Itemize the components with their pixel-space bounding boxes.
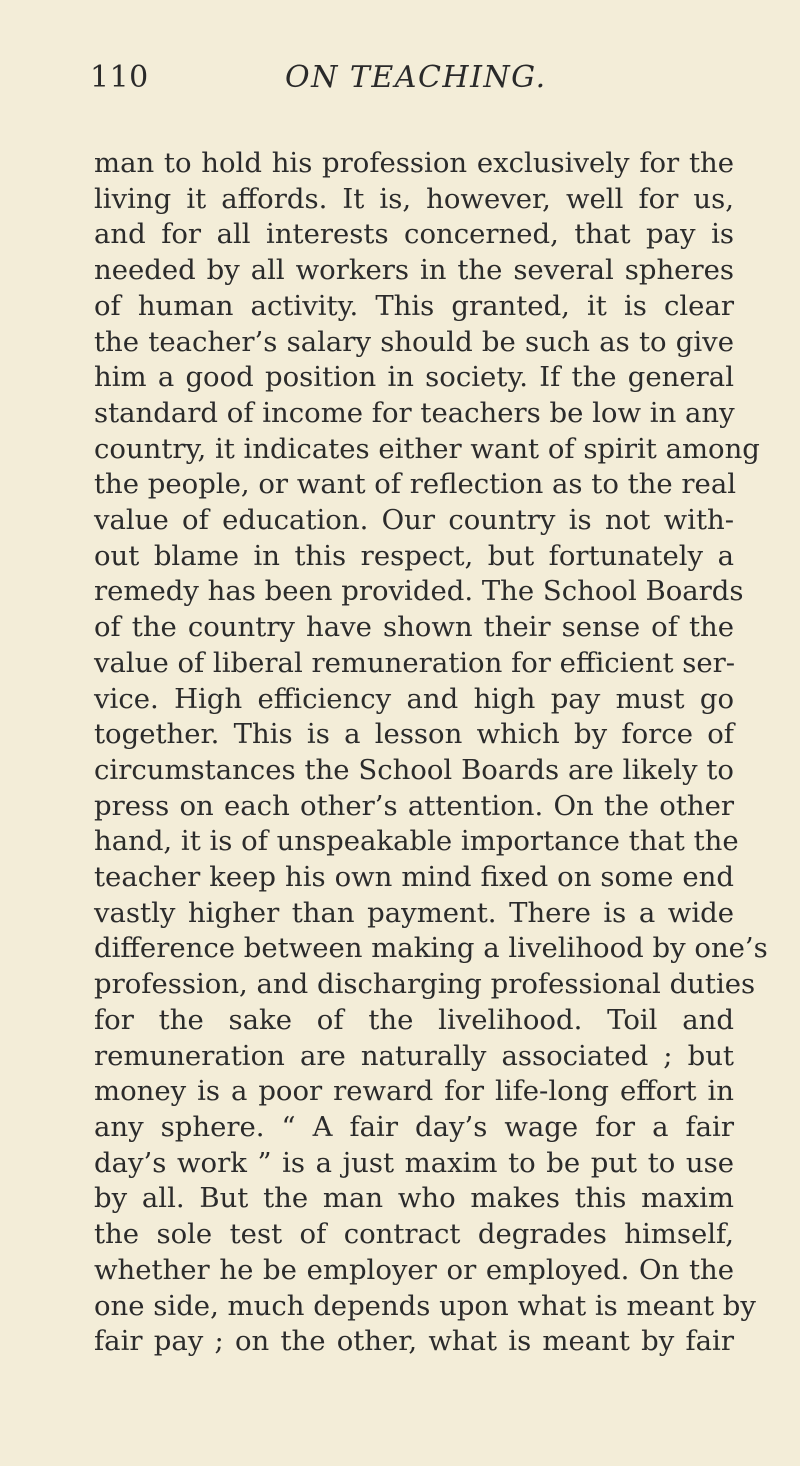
text-line: whether he be employer or employed. On the	[94, 1253, 734, 1286]
text-line: vice. High efficiency and high pay must go	[94, 682, 734, 715]
text-line: the people, or want of reflection as to the real	[94, 468, 737, 501]
text-line: remuneration are naturally associated ; but	[94, 1039, 734, 1072]
page-number: 110	[90, 60, 149, 95]
text-line: teacher keep his own mind fixed on some end	[94, 861, 734, 894]
text-line: by all. But the man who makes this maxim	[94, 1182, 734, 1215]
text-line: of the country have shown their sense of the	[94, 611, 734, 644]
text-line: the teacher’s salary should be such as to give	[94, 325, 734, 358]
running-title: ON TEACHING.	[285, 60, 547, 95]
text-line: remedy has been provided. The School Boards	[94, 575, 744, 608]
text-line: profession, and discharging professional duties	[94, 968, 756, 1001]
text-line: the sole test of contract degrades himself,	[94, 1218, 734, 1251]
text-line: of human activity. This granted, it is clear	[94, 289, 734, 322]
text-line: for the sake of the livelihood. Toil and	[94, 1003, 734, 1036]
text-line: country, it indicates either want of spirit among	[94, 432, 760, 465]
running-head	[90, 60, 730, 120]
text-line: value of education. Our country is not with-	[94, 504, 734, 537]
text-line: together. This is a lesson which by force of	[94, 718, 734, 751]
body-text	[94, 146, 768, 1360]
text-line: press on each other’s attention. On the other	[94, 789, 734, 822]
text-line: man to hold his profession exclusively for the	[94, 147, 734, 179]
text-line: any sphere. “ A fair day’s wage for a fair	[94, 1110, 734, 1143]
text-line: hand, it is of unspeakable importance that the	[94, 825, 739, 858]
text-line: one side, much depends upon what is meant by	[94, 1289, 756, 1322]
text-line: living it affords. It is, however, well for us,	[94, 182, 734, 215]
text-line: him a good position in society. If the general	[94, 361, 734, 394]
text-line: value of liberal remuneration for efficient ser-	[94, 646, 736, 679]
text-line: day’s work ” is a just maxim to be put to use	[94, 1146, 734, 1179]
text-line: needed by all workers in the several spheres	[94, 254, 734, 287]
text-line: out blame in this respect, but fortunately a	[94, 539, 734, 572]
text-line: circumstances the School Boards are likely to	[94, 753, 734, 786]
text-line: vastly higher than payment. There is a wide	[94, 896, 734, 929]
text-line: money is a poor reward for life-long effort in	[94, 1075, 734, 1108]
text-line: fair pay ; on the other, what is meant by fair	[94, 1325, 734, 1358]
text-line: difference between making a livelihood by one’s	[94, 932, 768, 965]
text-line: and for all interests concerned, that pay is	[94, 218, 734, 251]
text-line: standard of income for teachers be low in any	[94, 396, 735, 429]
